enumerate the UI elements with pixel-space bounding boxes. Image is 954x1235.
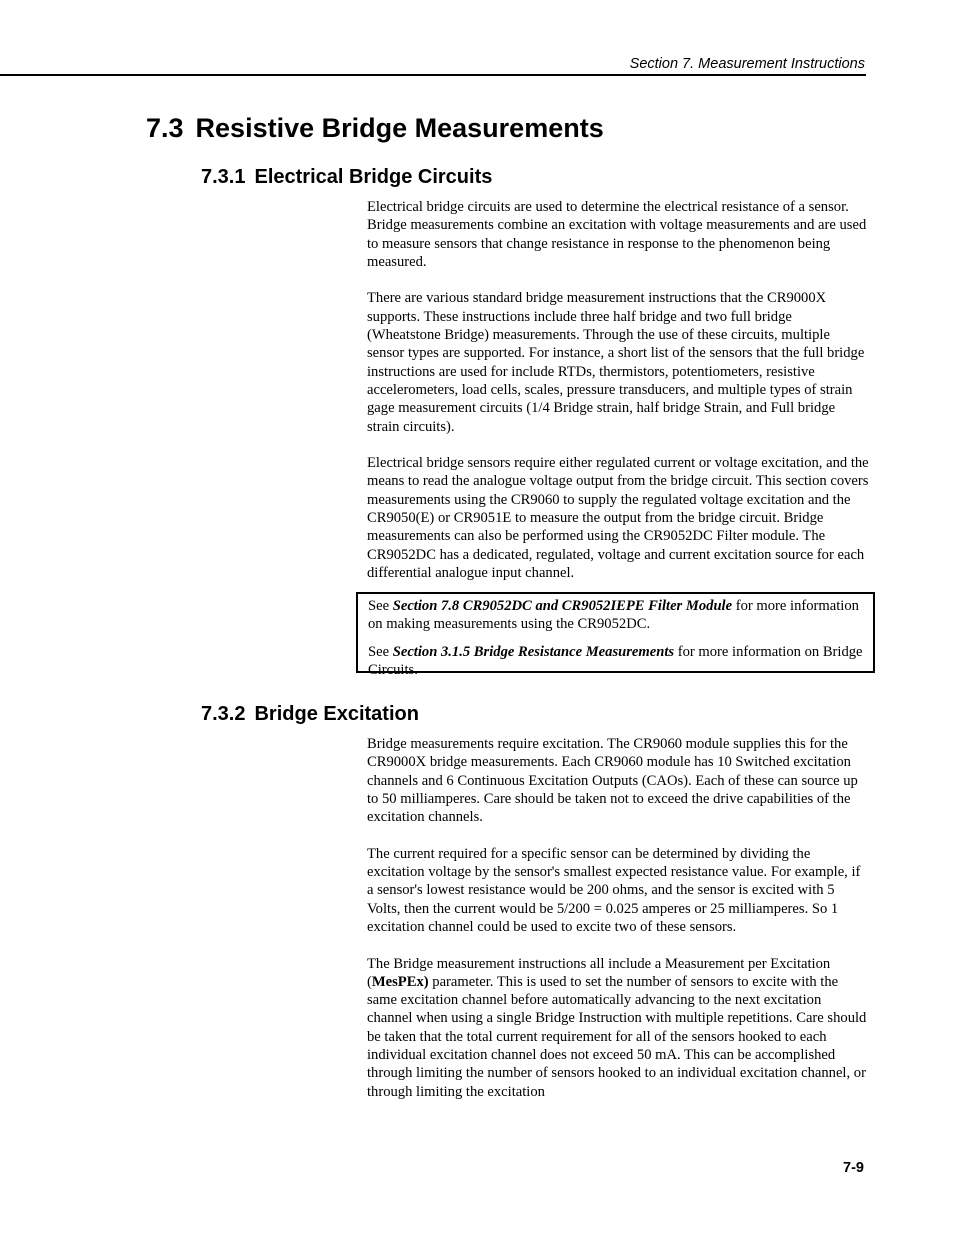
body-text-bridge-excitation	[367, 735, 869, 1101]
header-rule	[0, 74, 866, 76]
cross-reference-link[interactable]: Section 7.8 CR9052DC and CR9052IEPE Filter Module	[392, 598, 733, 614]
paragraph: The current required for a specific sensor can be determined by dividing the excitation voltage by the sensor's smallest expected resistance value. For example, if a sensor's lowest resistance would be 200 ohms, and the sensor is excited with 5 Volts, then the current would be 5/200 = 0.025 amperes or 25 milliamperes. So 1 excitation channel could be used to excite two of these sensors.	[367, 845, 861, 935]
body-text-electrical-bridge-circuits	[367, 198, 869, 582]
paragraph: There are various standard bridge measurement instructions that the CR9000X supports. These instructions include three half bridge and two full bridge (Wheatstone Bridge) measurements. Through the use of these circuits, multiple sensor types are supported. For instance, a short list of the sensors that the full bridge instructions are used for include RTDs, thermistors, potentiometers, resistive accelerometers, load cells, scales, pressure transducers, and multiple types of strain gage measurement circuits (1/4 Bridge strain, half bridge Strain, and Full bridge strain circuits).	[367, 290, 865, 435]
paragraph-text: The Bridge measurement instructions all include a Measurement per Excitation (	[367, 955, 831, 990]
section-heading	[146, 111, 604, 145]
subsection-heading-bridge-excitation	[201, 701, 419, 727]
note-line	[368, 597, 863, 634]
note-text: for more information on Bridge Circuits.	[368, 643, 863, 678]
subsection-title: Electrical Bridge Circuits	[254, 166, 493, 188]
paragraph: Electrical bridge sensors require either regulated current or voltage excitation, and the means to read the analogue voltage output from the bridge circuit. This section covers measurements using the CR9060 to supply the regulated voltage excitation and the CR9050(E) or CR9051E to measure the output from the bridge circuit. Bridge measurements can also be performed using the CR9052DC Filter module. The CR9052DC has a dedicated, regulated, voltage and current excitation source for each differential analogue input channel.	[367, 455, 869, 581]
subsection-heading-electrical-bridge-circuits	[201, 164, 492, 190]
paragraph	[367, 955, 869, 1101]
cross-reference-link[interactable]: Section 3.1.5 Bridge Resistance Measurements	[392, 643, 675, 660]
subsection-number: 7.3.2	[201, 703, 246, 725]
note-text: for more information on making measurements using the CR9052DC.	[368, 598, 859, 633]
subsection-number: 7.3.1	[201, 166, 246, 188]
note-box	[356, 592, 875, 678]
note-line	[368, 643, 863, 680]
section-number: 7.3	[146, 113, 184, 143]
parameter-name: MesPEx)	[371, 973, 429, 990]
paragraph-text: parameter. This is used to set the number of sensors to excite with the same excitation channel before automatically advancing to the next excitation channel when using a single Bridge Instruction with multiple repetitions. Care should be taken that the total current requirement for all of the sensors hooked to each individual excitation channel does not exceed 50 mA. This can be accomplished through limiting the number of sensors hooked to an individual excitation channel, or through limiting the excitation	[367, 973, 867, 1100]
running-header: Section 7. Measurement Instructions	[629, 56, 865, 72]
note-text: See	[368, 598, 393, 614]
subsection-title: Bridge Excitation	[254, 703, 419, 725]
note-text: See	[368, 643, 393, 660]
page-number: 7-9	[843, 1160, 864, 1176]
paragraph: Electrical bridge circuits are used to determine the electrical resistance of a sensor. Bridge measurements combine an excitation with voltage measurements and are used to measure sensors that change resistance in response to the phenomenon being measured.	[367, 199, 867, 270]
section-title: Resistive Bridge Measurements	[195, 113, 604, 143]
paragraph: Bridge measurements require excitation. The CR9060 module supplies this for the CR9000X bridge measurements. Each CR9060 module has 10 Switched excitation channels and 6 Continuous Excitation Outputs (CAOs). Each of these can source up to 50 milliamperes. Care should be taken not to exceed the drive capabilities of the excitation channels.	[367, 736, 858, 826]
